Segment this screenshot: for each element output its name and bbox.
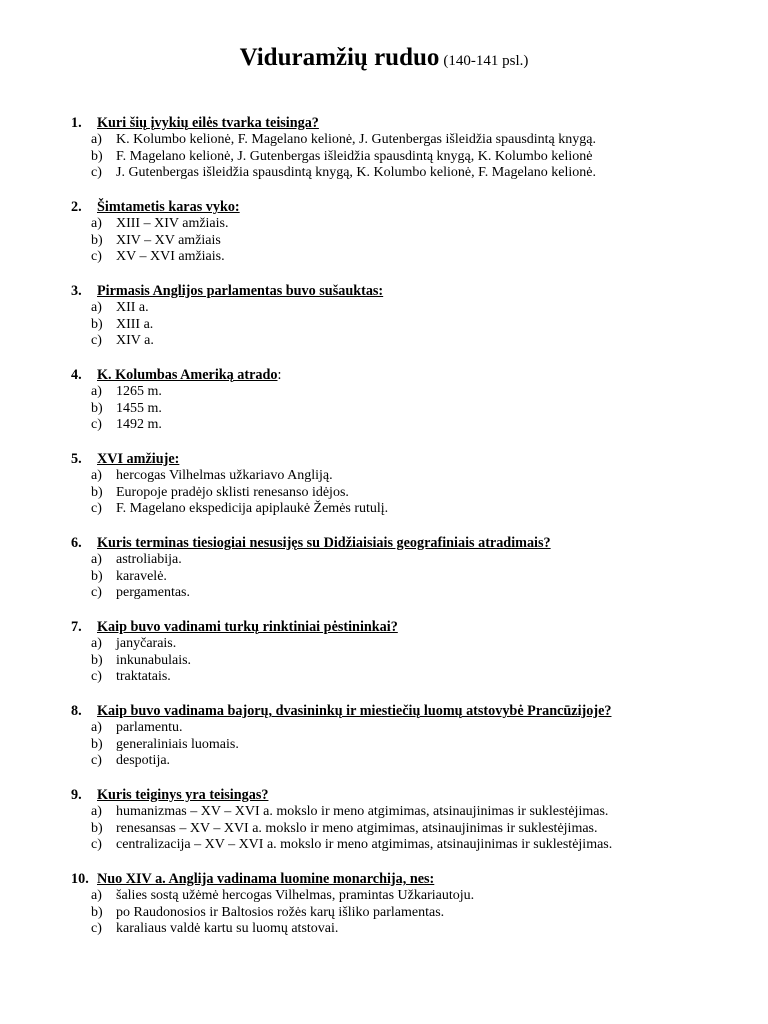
question-suffix: : bbox=[277, 367, 282, 383]
question-text: XVI amžiuje: bbox=[97, 451, 180, 467]
option-label: a) bbox=[91, 468, 102, 483]
option-a bbox=[91, 552, 731, 569]
option-text: 1265 m. bbox=[116, 384, 162, 399]
option-label: a) bbox=[91, 804, 102, 819]
option-label: c) bbox=[91, 333, 102, 349]
option-label: b) bbox=[91, 568, 103, 584]
option-b bbox=[91, 569, 731, 586]
question-line bbox=[71, 451, 731, 468]
question-line bbox=[71, 619, 731, 636]
question-number: 10. bbox=[71, 871, 89, 887]
option-text: XII a. bbox=[116, 300, 149, 315]
option-c bbox=[91, 753, 731, 770]
option-label: b) bbox=[91, 148, 103, 164]
question-number: 1. bbox=[71, 115, 82, 131]
option-a bbox=[91, 720, 731, 737]
option-label: c) bbox=[91, 837, 102, 853]
option-text: po Raudonosios ir Baltosios rožės karų išliko parlamentas. bbox=[116, 904, 445, 920]
option-a bbox=[91, 468, 731, 485]
option-b bbox=[91, 401, 731, 418]
option-a bbox=[91, 636, 731, 653]
question-text: Nuo XIV a. Anglija vadinama luomine monarchija, nes: bbox=[97, 871, 435, 887]
option-a bbox=[91, 300, 731, 317]
option-text: generaliniais luomais. bbox=[116, 736, 239, 752]
option-text: astroliabija. bbox=[116, 552, 182, 567]
option-label: b) bbox=[91, 736, 103, 752]
option-a bbox=[91, 888, 731, 905]
question-number: 6. bbox=[71, 535, 82, 551]
option-c bbox=[91, 501, 731, 518]
page-title bbox=[0, 44, 768, 72]
option-text: karaliaus valdė kartu su luomų atstovai. bbox=[116, 921, 339, 937]
option-label: a) bbox=[91, 384, 102, 399]
option-text: inkunabulais. bbox=[116, 652, 192, 668]
question-4 bbox=[71, 367, 731, 434]
option-c bbox=[91, 921, 731, 938]
question-number: 9. bbox=[71, 787, 82, 803]
question-text: K. Kolumbas Ameriką atrado bbox=[97, 367, 278, 383]
option-text: XIII a. bbox=[116, 316, 154, 332]
option-text: parlamentu. bbox=[116, 720, 183, 735]
option-label: a) bbox=[91, 300, 102, 315]
option-text: XIII – XIV amžiais. bbox=[116, 216, 229, 231]
option-label: b) bbox=[91, 316, 103, 332]
option-text: F. Magelano ekspedicija apiplaukė Žemės rutulį. bbox=[116, 501, 389, 517]
option-label: b) bbox=[91, 232, 103, 248]
option-text: centralizacija – XV – XVI a. mokslo ir meno atgimimas, atsinaujinimas ir suklestėjimas. bbox=[116, 837, 613, 853]
option-label: b) bbox=[91, 484, 103, 500]
option-label: c) bbox=[91, 669, 102, 685]
option-b bbox=[91, 233, 731, 250]
option-text: Europoje pradėjo sklisti renesanso idėjos. bbox=[116, 484, 349, 500]
option-label: a) bbox=[91, 552, 102, 567]
option-label: c) bbox=[91, 921, 102, 937]
option-text: 1455 m. bbox=[116, 400, 162, 416]
option-c bbox=[91, 669, 731, 686]
option-text: pergamentas. bbox=[116, 585, 190, 601]
question-number: 2. bbox=[71, 199, 82, 215]
option-label: b) bbox=[91, 652, 103, 668]
option-a bbox=[91, 804, 731, 821]
option-b bbox=[91, 905, 731, 922]
option-text: hercogas Vilhelmas užkariavo Angliją. bbox=[116, 468, 333, 483]
question-line bbox=[71, 703, 731, 720]
question-number: 8. bbox=[71, 703, 82, 719]
option-text: K. Kolumbo kelionė, F. Magelano kelionė, J. Gutenbergas išleidžia spausdintą knygą. bbox=[116, 132, 596, 147]
option-c bbox=[91, 837, 731, 854]
option-label: b) bbox=[91, 904, 103, 920]
question-7 bbox=[71, 619, 731, 686]
question-line bbox=[71, 199, 731, 216]
question-text: Kaip buvo vadinama bajorų, dvasininkų ir miestiečių luomų atstovybė Prancūzijoje? bbox=[97, 703, 612, 719]
option-label: c) bbox=[91, 249, 102, 265]
option-text: J. Gutenbergas išleidžia spausdintą knygą, K. Kolumbo kelionė, F. Magelano kelionė. bbox=[116, 165, 596, 181]
question-text: Kuri šių įvykių eilės tvarka teisinga? bbox=[97, 115, 319, 131]
option-b bbox=[91, 737, 731, 754]
option-b bbox=[91, 485, 731, 502]
question-text: Kuris terminas tiesiogiai nesusijęs su Didžiaisiais geografiniais atradimais? bbox=[97, 535, 551, 551]
question-10 bbox=[71, 871, 731, 938]
question-3 bbox=[71, 283, 731, 350]
question-line bbox=[71, 535, 731, 552]
question-line bbox=[71, 871, 731, 888]
option-text: XV – XVI amžiais. bbox=[116, 249, 225, 265]
title-page-ref: (140-141 psl.) bbox=[443, 53, 529, 69]
question-number: 5. bbox=[71, 451, 82, 467]
option-label: c) bbox=[91, 165, 102, 181]
option-text: renesansas – XV – XVI a. mokslo ir meno atgimimas, atsinaujinimas ir suklestėjimas. bbox=[116, 820, 598, 836]
question-number: 3. bbox=[71, 283, 82, 299]
option-text: karavelė. bbox=[116, 568, 167, 584]
question-text: Kaip buvo vadinami turkų rinktiniai pėstininkai? bbox=[97, 619, 398, 635]
question-line bbox=[71, 283, 731, 300]
option-text: despotija. bbox=[116, 753, 171, 769]
option-text: šalies sostą užėmė hercogas Vilhelmas, pramintas Užkariautoju. bbox=[116, 888, 475, 903]
option-text: traktatais. bbox=[116, 669, 171, 685]
option-a bbox=[91, 216, 731, 233]
option-label: a) bbox=[91, 720, 102, 735]
option-text: XIV – XV amžiais bbox=[116, 232, 221, 248]
option-b bbox=[91, 821, 731, 838]
option-a bbox=[91, 132, 731, 149]
question-line bbox=[71, 115, 731, 132]
question-line bbox=[71, 367, 731, 384]
option-label: b) bbox=[91, 820, 103, 836]
option-text: F. Magelano kelionė, J. Gutenbergas išleidžia spausdintą knygą, K. Kolumbo kelionė bbox=[116, 148, 593, 164]
question-6 bbox=[71, 535, 731, 602]
option-label: a) bbox=[91, 888, 102, 903]
question-text: Pirmasis Anglijos parlamentas buvo sušauktas: bbox=[97, 283, 384, 299]
question-line bbox=[71, 787, 731, 804]
option-text: janyčarais. bbox=[116, 636, 177, 651]
option-a bbox=[91, 384, 731, 401]
option-c bbox=[91, 417, 731, 434]
question-2 bbox=[71, 199, 731, 266]
option-c bbox=[91, 585, 731, 602]
question-number: 4. bbox=[71, 367, 82, 383]
option-c bbox=[91, 249, 731, 266]
option-label: c) bbox=[91, 501, 102, 517]
option-b bbox=[91, 149, 731, 166]
option-text: 1492 m. bbox=[116, 417, 162, 433]
option-label: c) bbox=[91, 753, 102, 769]
question-text: Šimtametis karas vyko: bbox=[97, 199, 240, 215]
question-8 bbox=[71, 703, 731, 770]
option-text: humanizmas – XV – XVI a. mokslo ir meno atgimimas, atsinaujinimas ir suklestėjimas. bbox=[116, 804, 609, 819]
question-1 bbox=[71, 115, 731, 182]
option-label: b) bbox=[91, 400, 103, 416]
option-label: a) bbox=[91, 132, 102, 147]
title-main: Viduramžių ruduo bbox=[239, 44, 440, 71]
option-b bbox=[91, 653, 731, 670]
question-number: 7. bbox=[71, 619, 82, 635]
option-c bbox=[91, 333, 731, 350]
question-5 bbox=[71, 451, 731, 518]
option-c bbox=[91, 165, 731, 182]
question-9 bbox=[71, 787, 731, 854]
option-label: c) bbox=[91, 417, 102, 433]
option-label: c) bbox=[91, 585, 102, 601]
option-text: XIV a. bbox=[116, 333, 154, 349]
option-label: a) bbox=[91, 636, 102, 651]
question-text: Kuris teiginys yra teisingas? bbox=[97, 787, 269, 803]
option-b bbox=[91, 317, 731, 334]
option-label: a) bbox=[91, 216, 102, 231]
